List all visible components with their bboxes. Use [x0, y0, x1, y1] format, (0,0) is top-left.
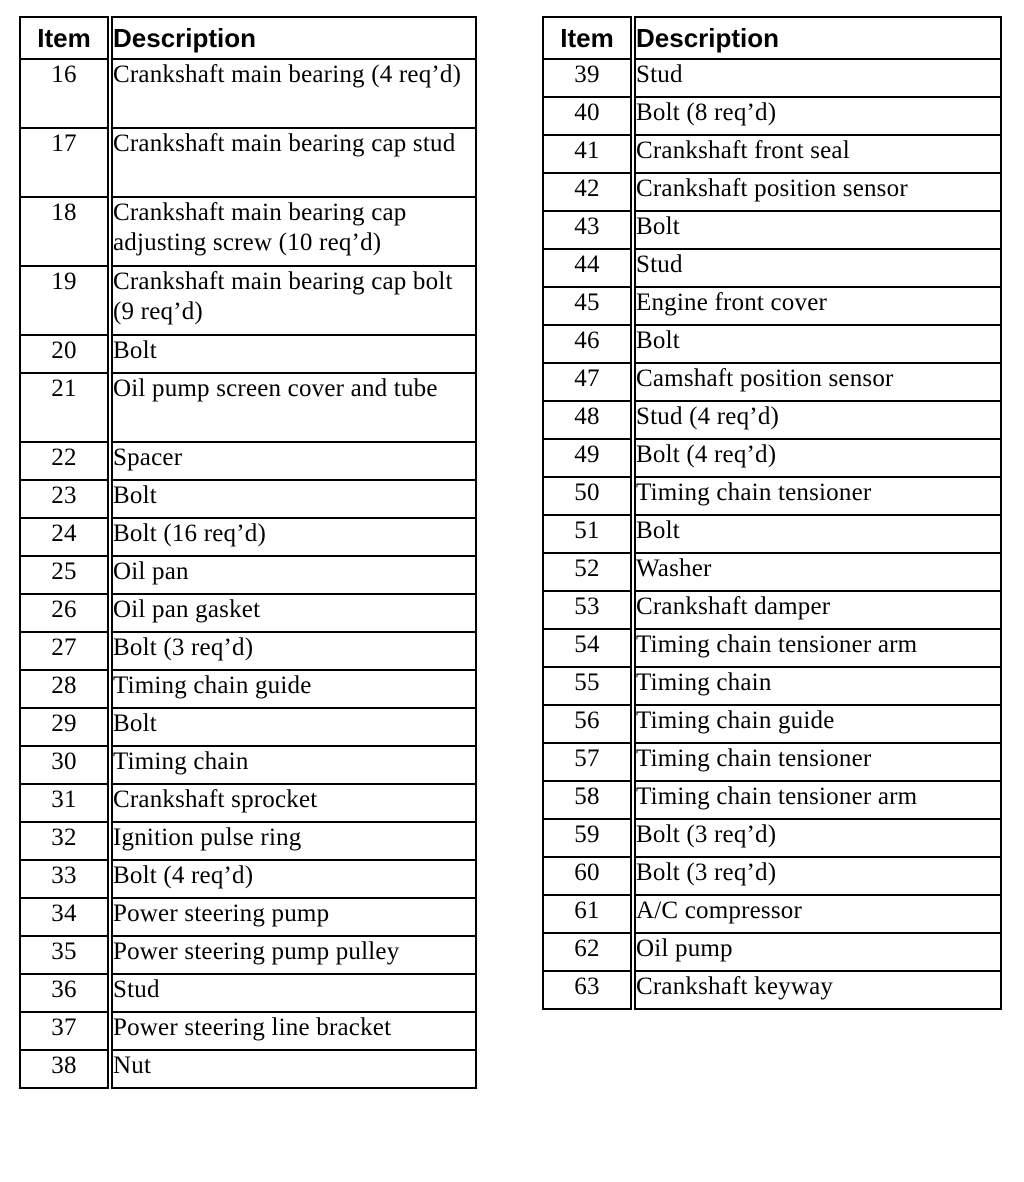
item-description-cell: Timing chain tensioner arm — [633, 629, 1001, 667]
table-row — [543, 249, 1001, 287]
item-description-cell: Ignition pulse ring — [110, 822, 476, 860]
item-description-cell: Oil pan gasket — [110, 594, 476, 632]
table-row — [543, 211, 1001, 249]
item-description-cell: Oil pump — [633, 933, 1001, 971]
item-description-cell: Bolt — [633, 515, 1001, 553]
item-number-cell: 48 — [543, 401, 633, 439]
item-number-cell: 46 — [543, 325, 633, 363]
table-row — [543, 819, 1001, 857]
table-row — [20, 442, 476, 480]
item-number-cell: 61 — [543, 895, 633, 933]
table-row — [543, 477, 1001, 515]
item-description-cell: Bolt — [110, 335, 476, 373]
item-description-cell: Timing chain guide — [110, 670, 476, 708]
table-row — [543, 59, 1001, 97]
parts-table-right — [542, 16, 1002, 1010]
item-number-cell: 56 — [543, 705, 633, 743]
table-row — [20, 632, 476, 670]
table-row — [20, 974, 476, 1012]
item-description-cell: Oil pan — [110, 556, 476, 594]
table-row — [543, 933, 1001, 971]
item-description-cell: Timing chain — [633, 667, 1001, 705]
table-row — [543, 781, 1001, 819]
table-row — [543, 629, 1001, 667]
item-number-cell: 49 — [543, 439, 633, 477]
item-description-cell: Bolt — [633, 211, 1001, 249]
item-description-cell: Bolt (4 req’d) — [110, 860, 476, 898]
table-row — [20, 373, 476, 442]
table-row — [543, 705, 1001, 743]
item-number-cell: 55 — [543, 667, 633, 705]
item-number-cell: 32 — [20, 822, 110, 860]
table-header-row — [20, 17, 476, 59]
item-description-cell: Nut — [110, 1050, 476, 1088]
table-row — [20, 822, 476, 860]
item-description-cell: Timing chain — [110, 746, 476, 784]
item-description-cell: Bolt — [110, 708, 476, 746]
item-number-cell: 24 — [20, 518, 110, 556]
item-description-cell: Stud — [633, 59, 1001, 97]
table-row — [543, 439, 1001, 477]
table-row — [20, 1050, 476, 1088]
item-number-cell: 40 — [543, 97, 633, 135]
item-description-cell: A/C compressor — [633, 895, 1001, 933]
item-description-cell: Timing chain tensioner — [633, 743, 1001, 781]
description-column-header: Description — [110, 17, 476, 59]
item-description-cell: Timing chain tensioner arm — [633, 781, 1001, 819]
item-number-cell: 58 — [543, 781, 633, 819]
item-number-cell: 52 — [543, 553, 633, 591]
item-description-cell: Spacer — [110, 442, 476, 480]
item-description-cell: Bolt (8 req’d) — [633, 97, 1001, 135]
table-row — [20, 480, 476, 518]
table-row — [543, 363, 1001, 401]
item-number-cell: 25 — [20, 556, 110, 594]
item-number-cell: 33 — [20, 860, 110, 898]
item-description-cell: Crankshaft front seal — [633, 135, 1001, 173]
item-number-cell: 30 — [20, 746, 110, 784]
item-description-cell: Crankshaft main bearing cap adjusting screw (10 req’d) — [110, 197, 476, 266]
item-description-cell: Crankshaft position sensor — [633, 173, 1001, 211]
item-number-cell: 36 — [20, 974, 110, 1012]
item-description-cell: Bolt (4 req’d) — [633, 439, 1001, 477]
table-row — [543, 591, 1001, 629]
item-description-cell: Crankshaft keyway — [633, 971, 1001, 1009]
item-description-cell: Crankshaft sprocket — [110, 784, 476, 822]
item-number-cell: 17 — [20, 128, 110, 197]
table-row — [543, 553, 1001, 591]
item-number-cell: 18 — [20, 197, 110, 266]
item-number-cell: 41 — [543, 135, 633, 173]
table-row — [543, 287, 1001, 325]
item-number-cell: 35 — [20, 936, 110, 974]
table-header-row — [543, 17, 1001, 59]
item-number-cell: 51 — [543, 515, 633, 553]
item-description-cell: Oil pump screen cover and tube — [110, 373, 476, 442]
item-number-cell: 28 — [20, 670, 110, 708]
item-number-cell: 22 — [20, 442, 110, 480]
item-description-cell: Bolt — [633, 325, 1001, 363]
item-description-cell: Crankshaft main bearing cap stud — [110, 128, 476, 197]
item-number-cell: 62 — [543, 933, 633, 971]
item-description-cell: Timing chain guide — [633, 705, 1001, 743]
item-description-cell: Power steering line bracket — [110, 1012, 476, 1050]
table-row — [20, 335, 476, 373]
item-number-cell: 47 — [543, 363, 633, 401]
item-number-cell: 60 — [543, 857, 633, 895]
item-number-cell: 42 — [543, 173, 633, 211]
description-column-header: Description — [633, 17, 1001, 59]
left-table-body — [20, 59, 476, 1088]
table-row — [20, 936, 476, 974]
item-number-cell: 27 — [20, 632, 110, 670]
table-row — [20, 708, 476, 746]
table-row — [20, 556, 476, 594]
item-number-cell: 21 — [20, 373, 110, 442]
item-description-cell: Crankshaft main bearing (4 req’d) — [110, 59, 476, 128]
item-description-cell: Power steering pump pulley — [110, 936, 476, 974]
item-number-cell: 34 — [20, 898, 110, 936]
table-row — [543, 135, 1001, 173]
item-number-cell: 31 — [20, 784, 110, 822]
item-description-cell: Bolt (16 req’d) — [110, 518, 476, 556]
table-row — [543, 743, 1001, 781]
item-number-cell: 29 — [20, 708, 110, 746]
item-description-cell: Power steering pump — [110, 898, 476, 936]
table-row — [20, 518, 476, 556]
item-number-cell: 37 — [20, 1012, 110, 1050]
table-row — [20, 784, 476, 822]
table-row — [20, 266, 476, 335]
table-row — [20, 670, 476, 708]
item-description-cell: Crankshaft main bearing cap bolt (9 req’d) — [110, 266, 476, 335]
item-number-cell: 19 — [20, 266, 110, 335]
table-row — [20, 860, 476, 898]
item-description-cell: Camshaft position sensor — [633, 363, 1001, 401]
item-description-cell: Crankshaft damper — [633, 591, 1001, 629]
table-row — [543, 515, 1001, 553]
table-row — [20, 746, 476, 784]
item-number-cell: 26 — [20, 594, 110, 632]
table-row — [543, 667, 1001, 705]
table-row — [20, 197, 476, 266]
table-row — [543, 97, 1001, 135]
item-description-cell: Stud (4 req’d) — [633, 401, 1001, 439]
parts-table-left — [19, 16, 477, 1089]
item-number-cell: 53 — [543, 591, 633, 629]
item-number-cell: 54 — [543, 629, 633, 667]
table-row — [543, 325, 1001, 363]
item-number-cell: 38 — [20, 1050, 110, 1088]
table-row — [20, 898, 476, 936]
item-description-cell: Bolt (3 req’d) — [633, 857, 1001, 895]
item-number-cell: 23 — [20, 480, 110, 518]
item-description-cell: Bolt — [110, 480, 476, 518]
table-row — [543, 173, 1001, 211]
item-number-cell: 16 — [20, 59, 110, 128]
item-description-cell: Bolt (3 req’d) — [110, 632, 476, 670]
item-description-cell: Stud — [110, 974, 476, 1012]
right-table-body — [543, 59, 1001, 1009]
table-row — [543, 401, 1001, 439]
table-row — [543, 971, 1001, 1009]
item-number-cell: 45 — [543, 287, 633, 325]
table-row — [20, 128, 476, 197]
table-row — [543, 857, 1001, 895]
item-column-header: Item — [20, 17, 110, 59]
item-number-cell: 63 — [543, 971, 633, 1009]
item-description-cell: Bolt (3 req’d) — [633, 819, 1001, 857]
item-column-header: Item — [543, 17, 633, 59]
item-number-cell: 59 — [543, 819, 633, 857]
table-row — [20, 59, 476, 128]
item-number-cell: 50 — [543, 477, 633, 515]
item-description-cell: Washer — [633, 553, 1001, 591]
item-number-cell: 20 — [20, 335, 110, 373]
table-row — [20, 594, 476, 632]
item-number-cell: 43 — [543, 211, 633, 249]
item-number-cell: 39 — [543, 59, 633, 97]
table-row — [543, 895, 1001, 933]
item-description-cell: Engine front cover — [633, 287, 1001, 325]
item-description-cell: Stud — [633, 249, 1001, 287]
item-description-cell: Timing chain tensioner — [633, 477, 1001, 515]
table-row — [20, 1012, 476, 1050]
item-number-cell: 44 — [543, 249, 633, 287]
item-number-cell: 57 — [543, 743, 633, 781]
